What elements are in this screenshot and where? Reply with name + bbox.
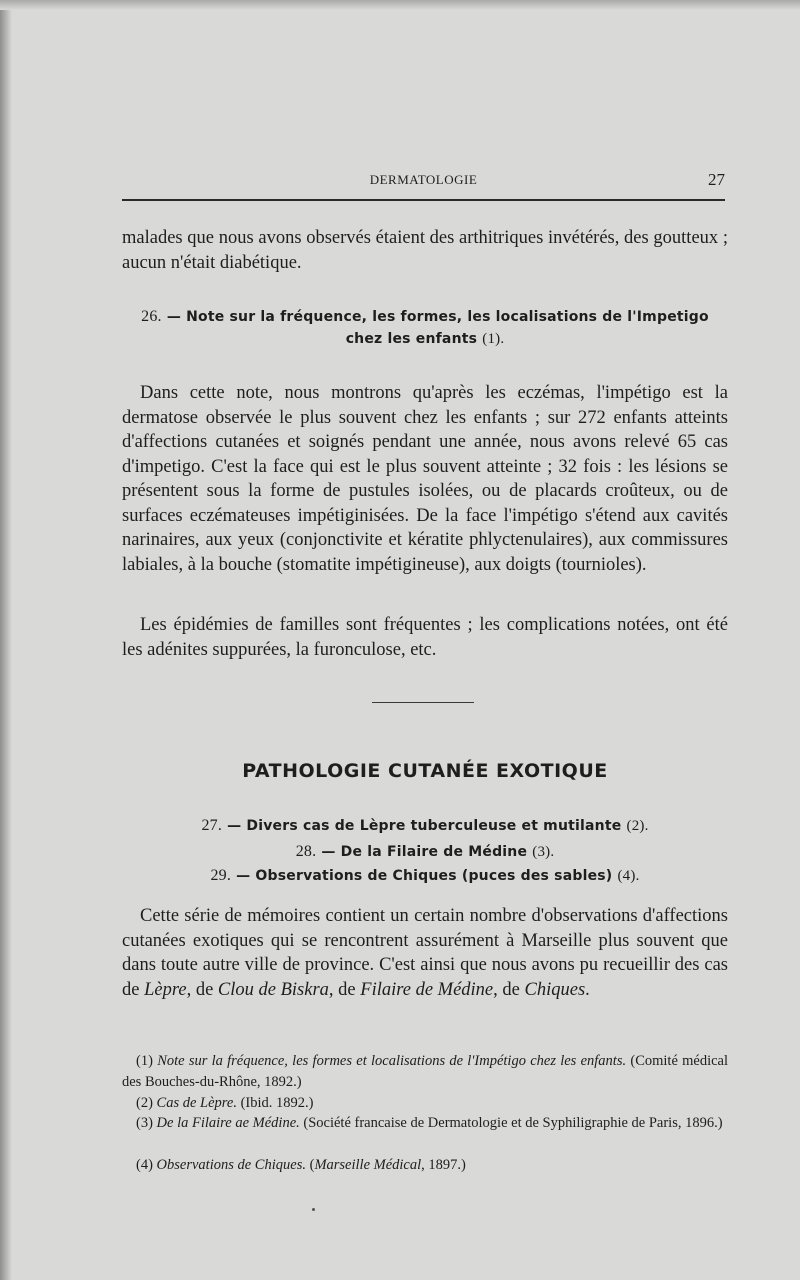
impetigo-paragraph: Dans cette note, nous montrons qu'après les eczémas, l'impétigo est la dermatose observée le plus souvent chez les enfants ; sur 272 enfants atteints d'affections cutanées et soignés pendant une année, nous avons relevé 65 cas d'impetigo. C'est la face qui est le plus souvent atteinte ; 32 fois : les lésions se présentent sous la forme de pustules isolées, ou de placards croûteux, ou de surfaces eczémateuses impétiginisées. De la face l'impétigo s'étend aux cavités narinaires, aux yeux (conjonctivite et kératite phlyctenulaires), aux commissures labiales, à la bouche (stomatite impétigineuse), aux doigts (tournioles). bbox=[122, 383, 728, 575]
exotic-end: . bbox=[585, 979, 590, 1000]
exotic-text: Cette série de mémoires contient un certain nombre d'observations d'affections cutanées exotiques qui se rencontrent assurément à Marseille plus souvent que dans toute autre ville de province. C'est ainsi que nous avons pu recueillir des cas de bbox=[122, 906, 728, 1000]
item-28-title: De la Filaire de Médine bbox=[340, 844, 528, 860]
footnote-1 bbox=[122, 1051, 728, 1093]
page-number: 27 bbox=[708, 170, 725, 189]
item-28-dash: — bbox=[321, 844, 336, 860]
sep-2: , de bbox=[328, 979, 361, 1000]
footnote-3-source: (Société francaise de Dermatologie et de Syphiligraphie de Paris, 1896.) bbox=[303, 1115, 723, 1131]
item-28-ref: (3). bbox=[532, 844, 555, 860]
item-26-dash: — bbox=[166, 309, 182, 325]
term-chiques: Chiques bbox=[524, 979, 586, 1000]
item-26-heading bbox=[122, 308, 728, 348]
item-29-title: Observations de Chiques (puces des sables) bbox=[255, 868, 613, 884]
footnote-2-mark: (2) bbox=[136, 1095, 153, 1111]
footnote-4-mark: (4) bbox=[136, 1157, 153, 1173]
item-29-dash: — bbox=[236, 868, 251, 884]
footnote-3-title: De la Filaire ae Médine. bbox=[156, 1115, 300, 1131]
epidemics-paragraph: Les épidémies de familles sont fréquentes ; les complications notées, ont été les adénites suppurées, la furonculose, etc. bbox=[122, 615, 728, 660]
scan-edge-shadow bbox=[0, 0, 12, 1280]
item-26-title-line2: chez les enfants bbox=[345, 331, 478, 347]
running-title: DERMATOLOGIE bbox=[369, 172, 478, 187]
item-28-heading bbox=[0, 843, 800, 861]
footnote-3 bbox=[122, 1113, 728, 1134]
item-29-heading bbox=[0, 867, 800, 885]
footnote-4-year: , 1897.) bbox=[421, 1157, 466, 1173]
item-27-number: 27. bbox=[201, 817, 223, 834]
header-rule bbox=[122, 199, 725, 201]
sep-3: , de bbox=[493, 979, 525, 1000]
intro-paragraph: malades que nous avons observés étaient des arthitriques invétérés, des goutteux ; aucun n'était diabétique. bbox=[122, 228, 728, 273]
item-28-number: 28. bbox=[295, 843, 317, 860]
item-27-ref: (2). bbox=[626, 818, 649, 834]
footnote-2-title: Cas de Lèpre. bbox=[156, 1095, 237, 1111]
footnote-2 bbox=[122, 1093, 728, 1114]
exotic-paragraph bbox=[122, 904, 728, 1002]
footnote-2-source: (Ibid. 1892.) bbox=[240, 1095, 314, 1111]
running-head bbox=[122, 172, 725, 194]
item-26-ref: (1). bbox=[482, 331, 505, 347]
ink-speck bbox=[312, 1208, 315, 1211]
footnote-4-paren-open: ( bbox=[309, 1157, 315, 1173]
footnote-3-mark: (3) bbox=[136, 1115, 153, 1131]
term-clou-de-biskra: Clou de Biskra bbox=[217, 979, 329, 1000]
footnote-1-mark: (1) bbox=[136, 1053, 153, 1069]
footnote-4 bbox=[122, 1155, 728, 1176]
item-29-ref: (4). bbox=[617, 868, 640, 884]
term-lepre: Lèpre bbox=[144, 979, 187, 1000]
footnote-1-source: (Comité médical des Bouches-du-Rhône, 1892.) bbox=[122, 1053, 729, 1090]
item-26-title-line1: Note sur la fréquence, les formes, les localisations de l'Impetigo bbox=[186, 309, 709, 325]
term-filaire: Filaire de Médine bbox=[360, 979, 494, 1000]
footnote-1-title: Note sur la fréquence, les formes et localisations de l'Impétigo chez les enfants. bbox=[157, 1053, 627, 1069]
section-divider bbox=[372, 702, 474, 703]
item-26-number: 26. bbox=[141, 308, 162, 325]
item-29-number: 29. bbox=[210, 867, 232, 884]
item-27-dash: — bbox=[227, 818, 242, 834]
section-title: PATHOLOGIE CUTANÉE EXOTIQUE bbox=[242, 760, 608, 782]
scan-top-shadow bbox=[0, 0, 800, 10]
sep-1: , de bbox=[186, 979, 218, 1000]
footnote-4-journal: Marseille Médical bbox=[314, 1157, 422, 1173]
item-27-heading bbox=[0, 817, 800, 835]
item-27-title: Divers cas de Lèpre tuberculeuse et mutilante bbox=[246, 818, 622, 834]
footnote-4-title: Observations de Chiques. bbox=[156, 1157, 306, 1173]
